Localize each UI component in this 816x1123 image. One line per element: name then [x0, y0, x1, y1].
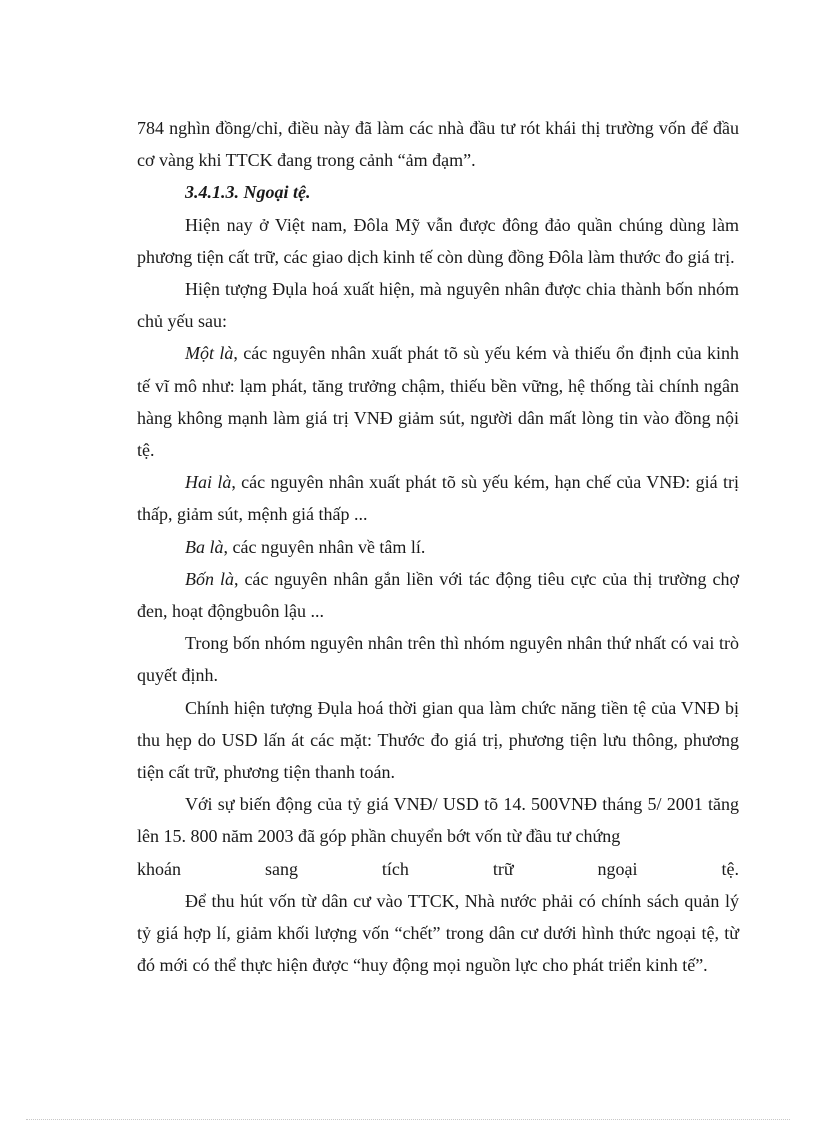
- cause-four-label: Bốn là: [185, 568, 234, 589]
- paragraph-decisive-cause: Trong bốn nhóm nguyên nhân trên thì nhóm nguyên nhân thứ nhất có vai trò quyết định.: [137, 633, 739, 686]
- paragraph-exchange-rate: Với sự biến động của tỷ giá VNĐ/ USD tõ 14. 500VNĐ tháng 5/ 2001 tăng lên 15. 800 năm 2003 đã góp phần chuyển bớt vốn từ đầu tư chứng: [137, 794, 739, 847]
- paragraph-gold-speculation: 784 nghìn đồng/chỉ, điều này đã làm các nhà đầu tư rót khái thị trường vốn để đầu cơ vàng khi TTCK đang trong cảnh “ảm đạm”.: [137, 118, 739, 171]
- paragraph-dollar-usage: Hiện nay ở Việt nam, Đôla Mỹ vẫn được đông đảo quần chúng dùng làm phương tiện cất trữ, các giao dịch kinh tế còn dùng đồng Đôla làm thước đo giá trị.: [137, 214, 739, 267]
- paragraph-dollarization-causes: Hiện tượng Đụla hoá xuất hiện, mà nguyên nhân được chia thành bốn nhóm chủ yếu sau:: [137, 279, 739, 332]
- paragraph-currency-function: Chính hiện tượng Đụla hoá thời gian qua làm chức năng tiền tệ của VNĐ bị thu hẹp do USD lấn át các mặt: Thước đo giá trị, phương tiện lưu thông, phương tiện cất trữ, phương tiện thanh toán.: [137, 697, 739, 783]
- paragraph-cause-one: [137, 337, 739, 466]
- cause-two-label: Hai là: [185, 472, 232, 493]
- paragraph-cause-four: [137, 563, 739, 627]
- cause-one-label: Một là: [185, 343, 234, 364]
- cause-one-text: , các nguyên nhân xuất phát tõ sù yếu kém và thiếu ổn định của kinh tế vĩ mô như: lạm phát, tăng trưởng chậm, thiếu bền vững, hệ thống tài chính ngân hàng không mạnh làm giá trị VNĐ giảm sút, người dân mất lòng tin vào đồng nội tệ.: [137, 343, 740, 461]
- paragraph-policy: Để thu hút vốn từ dân cư vào TTCK, Nhà nước phải có chính sách quản lý tỷ giá hợp lí, giảm khối lượng vốn “chết” trong dân cư dưới hình thức ngoại tệ, từ đó mới có thể thực hiện được “huy động mọi nguồn lực cho phát triển kinh tế”.: [137, 890, 739, 976]
- paragraph-cause-three: [137, 531, 739, 563]
- page-bottom-border: [26, 1119, 790, 1120]
- paragraph-exchange-rate-last-line: khoán sang tích trữ ngoại tệ.: [137, 858, 739, 879]
- cause-three-label: Ba là: [185, 536, 224, 557]
- document-body: [137, 112, 739, 981]
- cause-four-text: , các nguyên nhân gắn liền với tác động tiêu cực của thị trường chợ đen, hoạt độngbuôn lậu ...: [137, 568, 739, 622]
- cause-three-text: , các nguyên nhân về tâm lí.: [223, 536, 426, 557]
- section-heading-foreign-currency: 3.4.1.3. Ngoại tệ.: [185, 182, 311, 203]
- paragraph-cause-two: [137, 466, 739, 530]
- cause-two-text: , các nguyên nhân xuất phát tõ sù yếu kém, hạn chế của VNĐ: giá trị thấp, giảm sút, mệnh giá thấp ...: [137, 472, 739, 525]
